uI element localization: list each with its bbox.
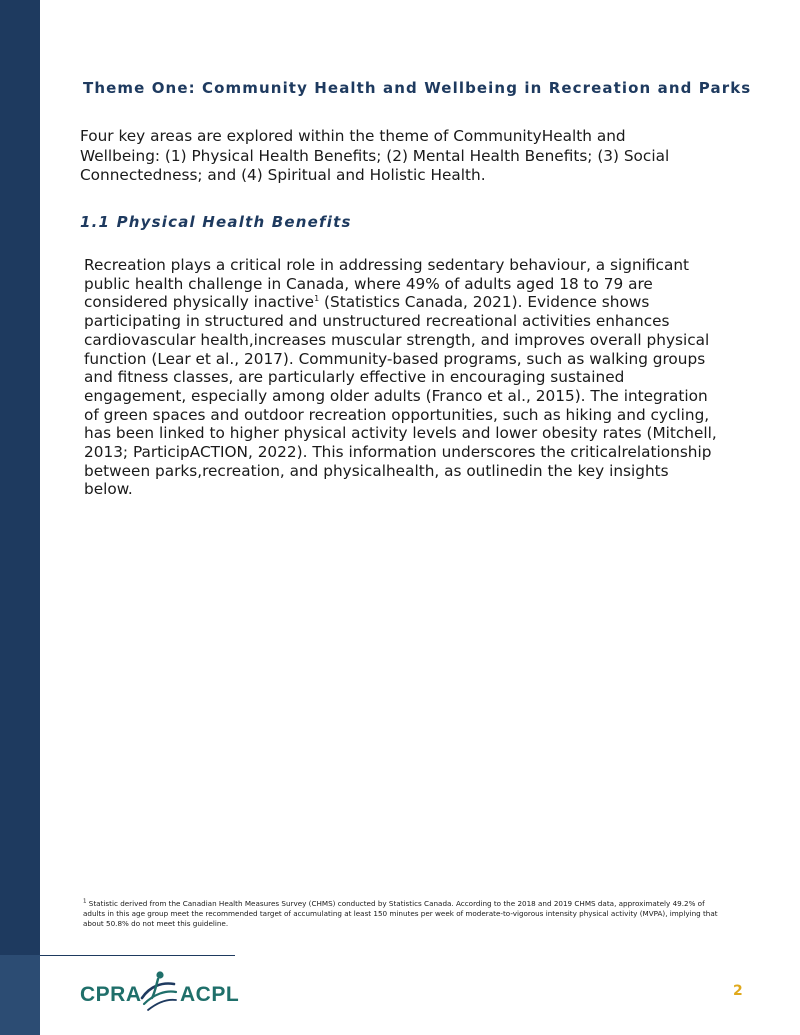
footnote-marker: 1 bbox=[83, 898, 87, 905]
logo-text-cpra: CPRA bbox=[80, 983, 142, 1006]
body-paragraph bbox=[84, 256, 719, 499]
body-text-part2: (Statistics Canada, 2021). Evidence shows participating in structured and unstructured recreational activities enhances cardiovascular health,increases muscular strength, and improves overall physical function (Lear et al., 2017). Community-based programs, such as walking groups and fitness classes, are particularly effective in encouraging sustained engagement, especially among older adults (Franco et al., 2015). The integration of green spaces and outdoor recreation opportunities, such as hiking and cycling, has been linked to higher physical activity levels and lower obesity rates (Mitchell, 2013; ParticipACTION, 2022). This information underscores the criticalrelationship between parks,recreation, and physicalhealth, as outlinedin the key insights below. bbox=[84, 293, 717, 499]
theme-heading: Theme One: Community Health and Wellbeing in Recreation and Parks bbox=[83, 79, 752, 97]
footnote-reference[interactable]: 1 bbox=[314, 294, 320, 304]
logo-text-acpl: ACPL bbox=[180, 983, 240, 1006]
section-heading: 1.1 Physical Health Benefits bbox=[80, 213, 352, 231]
cpra-acpl-logo bbox=[80, 966, 240, 1016]
footnote-text: Statistic derived from the Canadian Health Measures Survey (CHMS) conducted by Statistics Canada. According to the 2018 and 2019 CHMS data, approximately 49.2% of adults in this age group meet the recommended target of accumulating at least 150 minutes per week of moderate-to-vigorous intensity physical activity (MVPA), implying that about 50.8% do not meet this guideline. bbox=[83, 899, 718, 928]
footer-divider bbox=[40, 955, 235, 956]
sidebar-footer-block bbox=[0, 955, 40, 1035]
logo-figure-icon bbox=[136, 968, 180, 1014]
page-number: 2 bbox=[733, 983, 743, 999]
intro-paragraph: Four key areas are explored within the theme of CommunityHealth and Wellbeing: (1) Physical Health Benefits; (2) Mental Health Benefits; (3) Social Connectedness; and (4) Spiritual and Holistic Health. bbox=[80, 127, 670, 184]
sidebar-bar bbox=[0, 0, 40, 1035]
body-text-part1: Recreation plays a critical role in addressing sedentary behaviour, a significant public health challenge in Canada, where 49% of adults aged 18 to 79 are considered physically inactive bbox=[84, 256, 690, 312]
footnote bbox=[83, 899, 723, 929]
